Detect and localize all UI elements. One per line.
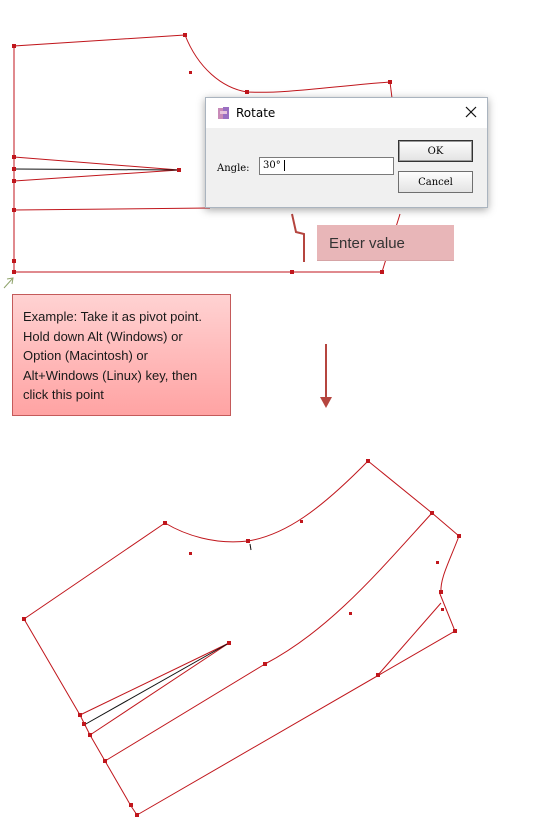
rotated-pattern-piece [24, 461, 459, 815]
example-line: Example: Take it as pivot point. [23, 309, 202, 324]
example-line: Alt+Windows (Linux) key, then [23, 367, 198, 383]
original-dart-upper [14, 157, 179, 170]
rotated-neckline-curve [165, 461, 368, 542]
rotated-armhole-curve [432, 513, 459, 592]
app-icon [217, 106, 231, 120]
rotated-outline [24, 523, 455, 815]
down-arrow-icon [320, 344, 332, 408]
example-line: Hold down Alt (Windows) or [23, 328, 183, 344]
original-neckline-curve [185, 35, 392, 98]
example-line: Option (Macintosh) or [23, 348, 148, 363]
example-line: click this point [23, 387, 104, 402]
enter-value-callout: Enter value [317, 225, 454, 261]
angle-input[interactable] [259, 157, 394, 175]
pivot-pointer-icon [4, 278, 13, 288]
rotated-waist-line [105, 513, 432, 761]
rotated-dart-lower [90, 643, 229, 735]
original-dart-lower [14, 170, 179, 181]
callout-bracket [292, 214, 304, 262]
dialog-title: Rotate [236, 106, 276, 120]
rotated-points [22, 459, 461, 817]
text-caret [284, 160, 285, 171]
rotated-neck-tick [250, 544, 251, 550]
angle-label: Angle: [217, 163, 250, 174]
example-callout [12, 294, 231, 416]
ok-button[interactable]: OK [398, 140, 473, 162]
close-icon[interactable] [463, 104, 479, 120]
rotated-dart-upper [80, 643, 229, 715]
rotated-shoulder-line [368, 461, 432, 513]
rotate-dialog [205, 97, 488, 208]
original-waist-line [14, 208, 210, 210]
rotated-side-seam [378, 603, 441, 675]
rotated-dart-center [84, 643, 229, 725]
cancel-button[interactable]: Cancel [398, 171, 473, 193]
original-dart-center [14, 169, 179, 170]
dialog-titlebar [206, 98, 487, 128]
angle-value: 30° [263, 160, 281, 171]
